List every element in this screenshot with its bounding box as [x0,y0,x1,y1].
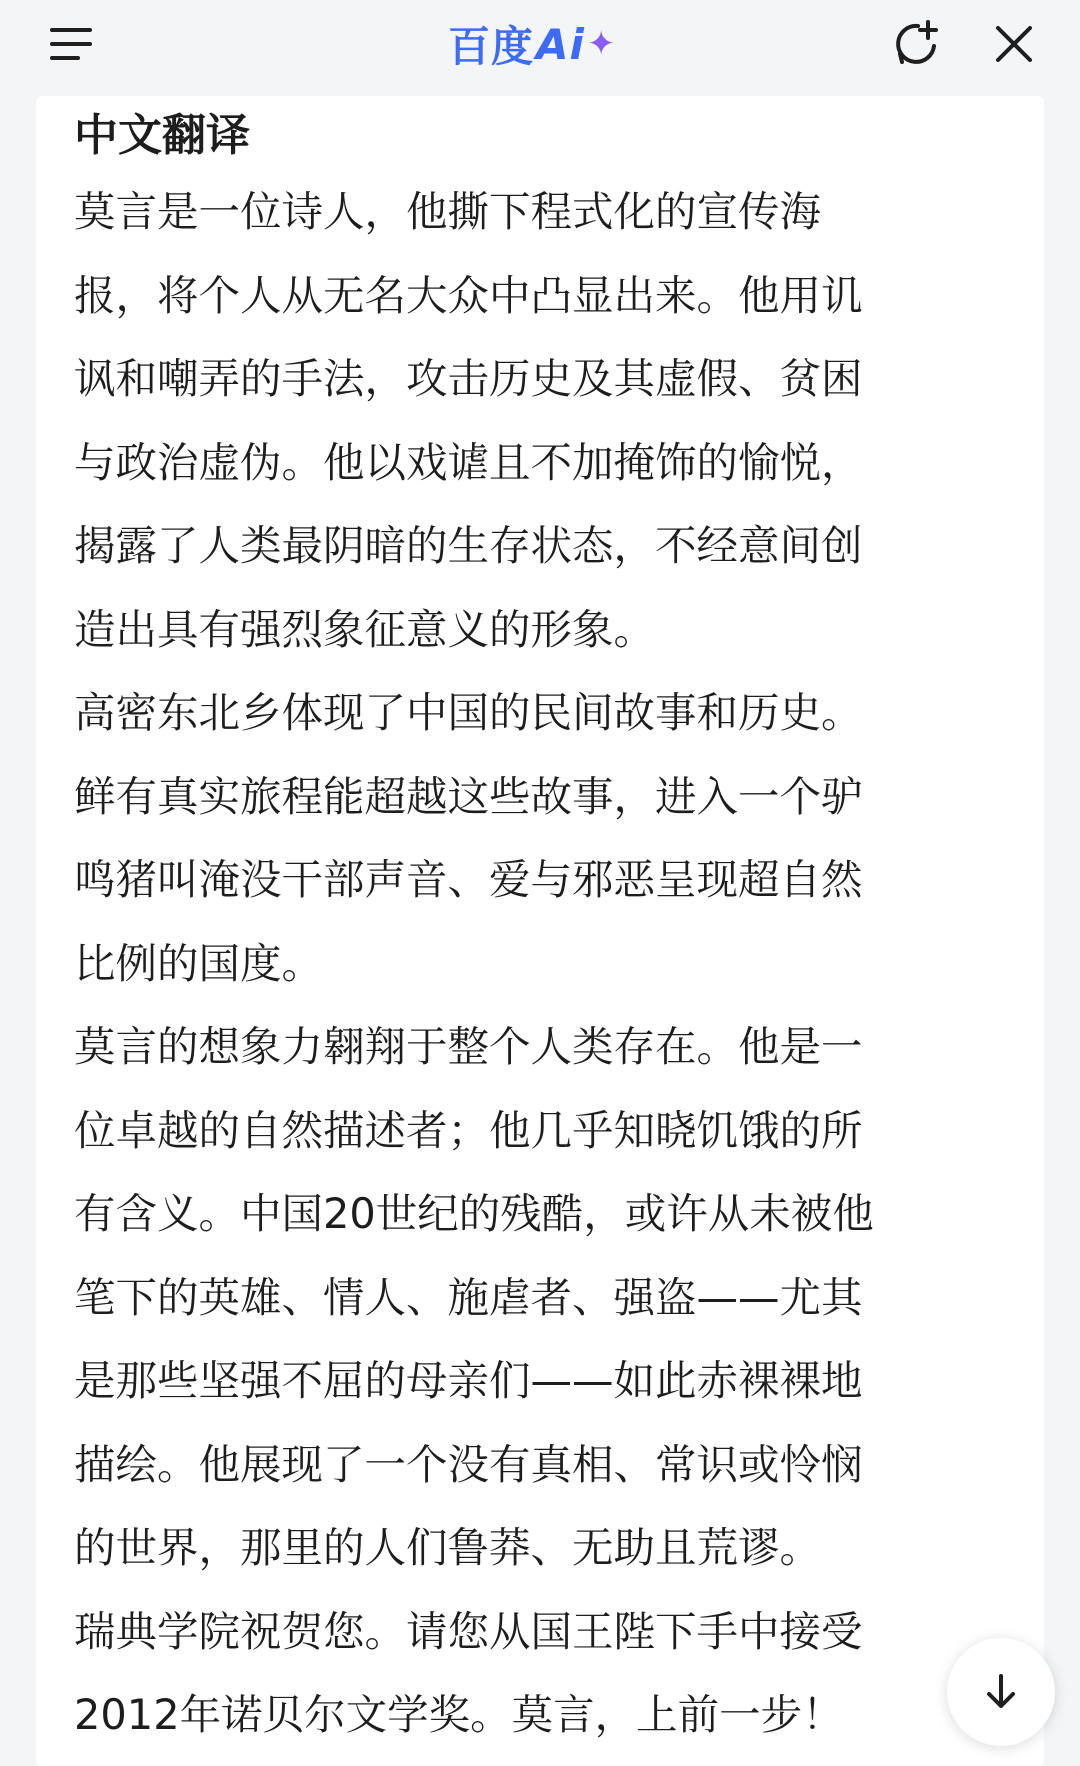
logo-ai-text: Ai [536,19,585,69]
top-bar [0,0,1080,94]
answer-line: 的世界，那里的人们鲁莽、无助且荒谬。 [74,1523,822,1572]
arrow-down-icon [979,1670,1023,1714]
answer-line: 莫言的想象力翱翔于整个人类存在。他是一 [74,1022,863,1071]
answer-line: 揭露了人类最阴暗的生存状态，不经意间创 [74,521,863,570]
answer-line: 造出具有强烈象征意义的形象。 [74,604,656,654]
answer-line: 笔下的英雄、情人、施虐者、强盗——尤其 [74,1272,863,1322]
baidu-ai-logo [448,14,616,74]
answer-line: 有含义。中国20世纪的残酷，或许从未被他 [74,1189,874,1238]
answer-line: 位卓越的自然描述者；他几乎知晓饥饿的所 [74,1105,863,1155]
answer-line: 比例的国度。 [74,938,324,988]
answer-card [36,96,1044,1766]
section-heading: 中文翻译 [74,110,250,161]
sparkle-icon: ✦ [586,24,617,64]
answer-line: 鲜有真实旅程能超越这些故事，进入一个驴 [74,771,863,821]
scroll-down-button[interactable] [947,1638,1055,1746]
answer-line: 鸣猪叫淹没干部声音、爱与邪恶呈现超自然 [74,855,863,904]
answer-line: 描绘。他展现了一个没有真相、常识或怜悯 [74,1439,863,1489]
new-chat-icon[interactable] [888,16,944,72]
answer-line: 2012年诺贝尔文学奖。莫言，上前一步！ [74,1690,844,1739]
answer-content [74,96,1034,1757]
answer-line: 是那些坚强不屈的母亲们——如此赤裸裸地 [74,1356,863,1405]
answer-line: 与政治虚伪。他以戏谑且不加掩饰的愉悦， [74,437,863,487]
answer-line: 讽和嘲弄的手法，攻击历史及其虚假、贫困 [74,354,863,403]
answer-line: 莫言是一位诗人，他撕下程式化的宣传海 [74,187,822,236]
answer-line: 高密东北乡体现了中国的民间故事和历史。 [74,688,863,737]
menu-icon[interactable] [44,20,100,68]
logo-text: 百度 [448,22,535,71]
answer-line: 瑞典学院祝贺您。请您从国王陛下手中接受 [74,1606,863,1656]
close-icon[interactable] [986,16,1042,72]
answer-line: 报，将个人从无名大众中凸显出来。他用讥 [74,270,863,320]
